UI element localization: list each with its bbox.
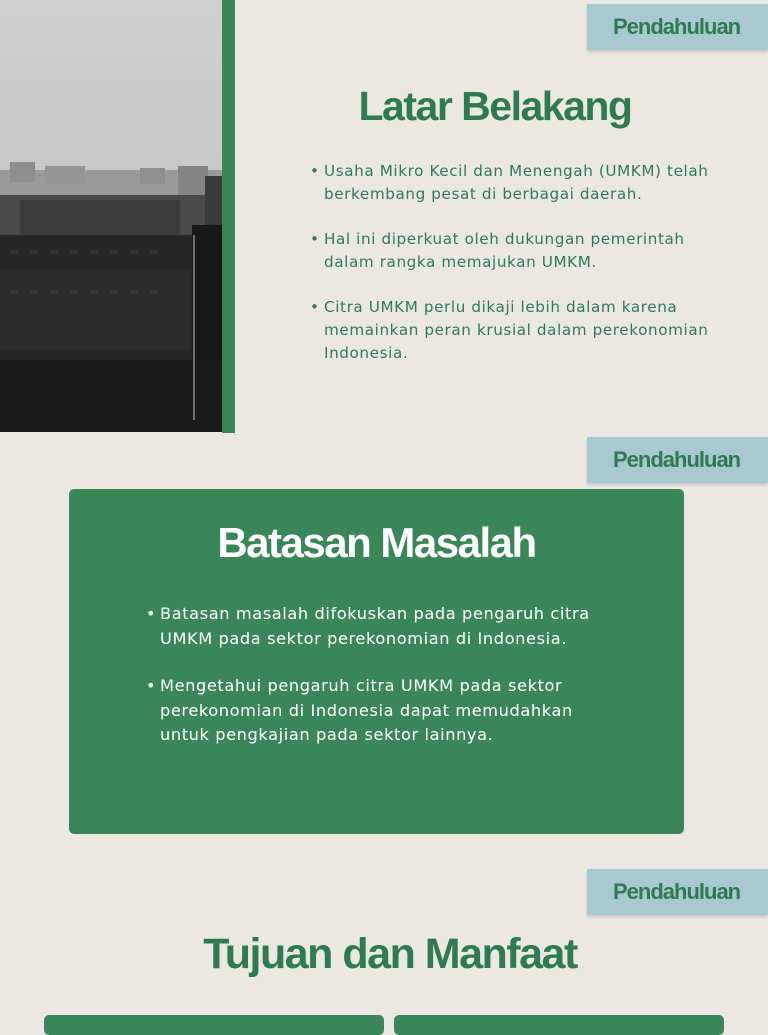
city-skyline-image [0, 0, 222, 432]
city-skyline-photo [0, 0, 222, 432]
tujuan-manfaat-title: Tujuan dan Manfaat [203, 930, 577, 978]
batasan-masalah-card [69, 489, 684, 834]
latar-belakang-title: Latar Belakang [358, 83, 632, 129]
batasan-masalah-title: Batasan Masalah [217, 519, 536, 566]
list-item: • Batasan masalah difokuskan pada pengaruh citra UMKM pada sektor perekonomian di Indonesia. [144, 602, 614, 651]
batasan-masalah-list [144, 602, 614, 771]
photo-accent-border [222, 0, 235, 433]
section-tag-pendahuluan: Pendahuluan [587, 4, 768, 50]
latar-belakang-list [308, 160, 728, 387]
tujuan-card-left [44, 1015, 384, 1035]
manfaat-card-right [394, 1015, 724, 1035]
list-item: • Hal ini diperkuat oleh dukungan pemerintah dalam rangka memajukan UMKM. [308, 228, 728, 274]
list-item: • Usaha Mikro Kecil dan Menengah (UMKM) telah berkembang pesat di berbagai daerah. [308, 160, 728, 206]
section-tag-pendahuluan: Pendahuluan [587, 437, 768, 483]
list-item: • Mengetahui pengaruh citra UMKM pada sektor perekonomian di Indonesia dapat memudahkan untuk pengkajian pada sektor lainnya. [144, 674, 614, 748]
section-tag-pendahuluan: Pendahuluan [587, 869, 768, 915]
list-item: • Citra UMKM perlu dikaji lebih dalam karena memainkan peran krusial dalam perekonomian Indonesia. [308, 296, 728, 365]
